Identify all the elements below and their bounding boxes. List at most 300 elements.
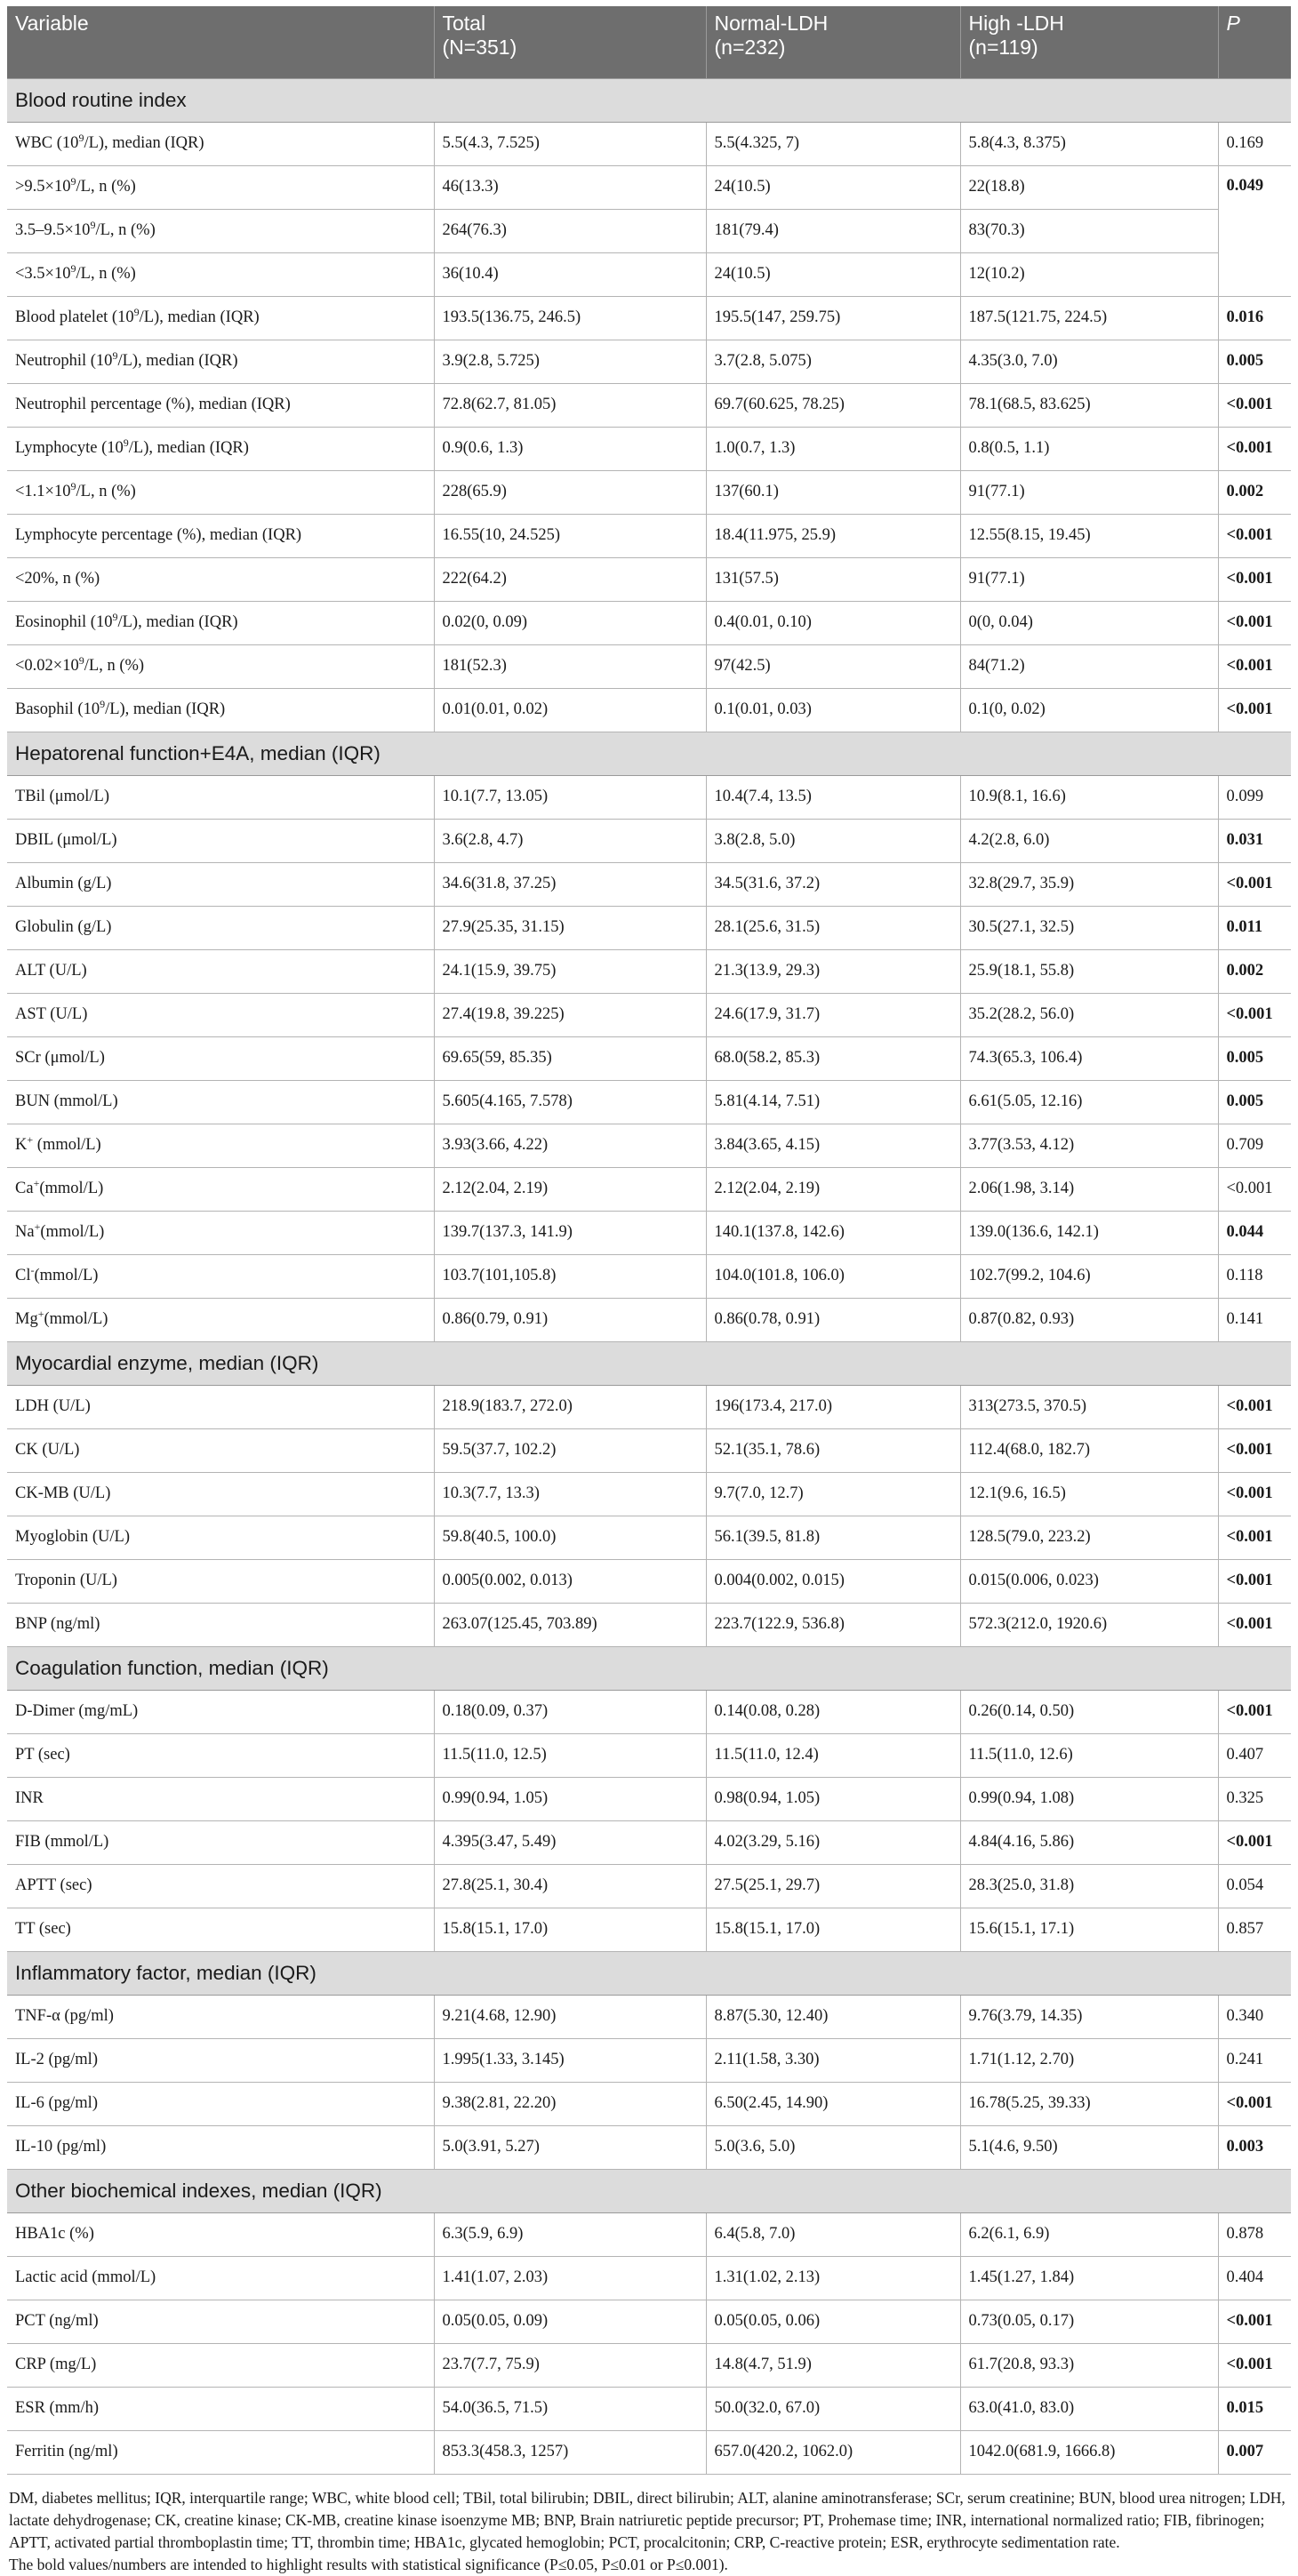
high-ldh-cell: 25.9(18.1, 55.8)	[960, 949, 1218, 993]
variable-cell: $<3.5\times 10^9/L$, n (%)	[7, 252, 434, 296]
normal-ldh-cell: 3.7(2.8, 5.075)	[706, 340, 960, 383]
variable-cell: CK (U/L)	[7, 1428, 434, 1472]
p-value-cell: <0.001	[1218, 1428, 1291, 1472]
superscript: 9	[70, 174, 76, 188]
total-cell: 5.605(4.165, 7.578)	[434, 1080, 706, 1124]
normal-ldh-cell: 50.0(32.0, 67.0)	[706, 2387, 960, 2430]
normal-ldh-cell: 6.4(5.8, 7.0)	[706, 2212, 960, 2256]
high-ldh-cell: 0.73(0.05, 0.17)	[960, 2300, 1218, 2343]
high-ldh-cell: 6.61(5.05, 12.16)	[960, 1080, 1218, 1124]
total-cell: 46(13.3)	[434, 165, 706, 209]
table-row	[7, 209, 1291, 252]
variable-cell: $<1.1\times 10^9/L$, n (%)	[7, 470, 434, 514]
normal-ldh-cell: 10.4(7.4, 13.5)	[706, 775, 960, 819]
header-normal-n: (n=232)	[714, 36, 786, 59]
total-cell: 11.5(11.0, 12.5)	[434, 1733, 706, 1777]
variable-cell: Globulin (g/L)	[7, 906, 434, 949]
table-row	[7, 2256, 1291, 2300]
high-ldh-cell: 12(10.2)	[960, 252, 1218, 296]
section-header-row	[7, 1341, 1291, 1385]
variable-cell: Eosinophil $(10^9/L)$, median (IQR)	[7, 601, 434, 644]
header-row	[7, 6, 1291, 78]
total-cell: 27.8(25.1, 30.4)	[434, 1864, 706, 1908]
total-cell: 228(65.9)	[434, 470, 706, 514]
variable-cell: IL-10 (pg/ml)	[7, 2125, 434, 2169]
p-value-cell: <0.001	[1218, 1603, 1291, 1646]
superscript: 9	[133, 305, 140, 318]
variable-cell: Neutrophil $(10^9/L)$, median (IQR)	[7, 340, 434, 383]
table-row	[7, 340, 1291, 383]
table-row	[7, 1603, 1291, 1646]
header-p-value	[1218, 6, 1291, 78]
high-ldh-cell: 0.99(0.94, 1.08)	[960, 1777, 1218, 1820]
total-cell: 2.12(2.04, 2.19)	[434, 1167, 706, 1211]
normal-ldh-cell: 0.98(0.94, 1.05)	[706, 1777, 960, 1820]
superscript: +	[37, 1307, 44, 1320]
normal-ldh-cell: 0.1(0.01, 0.03)	[706, 688, 960, 732]
total-cell: 59.5(37.7, 102.2)	[434, 1428, 706, 1472]
superscript: 9	[78, 653, 84, 667]
variable-cell: ESR (mm/h)	[7, 2387, 434, 2430]
normal-ldh-cell: 21.3(13.9, 29.3)	[706, 949, 960, 993]
variable-cell: Cl-(mmol/L)	[7, 1254, 434, 1298]
total-cell: 27.4(19.8, 39.225)	[434, 993, 706, 1036]
table-row	[7, 427, 1291, 470]
p-value-cell: 0.241	[1218, 2038, 1291, 2082]
section-title: Hepatorenal function+E4A, median (IQR)	[7, 732, 1291, 775]
table-row	[7, 1733, 1291, 1777]
total-cell: 0.99(0.94, 1.05)	[434, 1777, 706, 1820]
variable-cell: K+ (mmol/L)	[7, 1124, 434, 1167]
table-row	[7, 1211, 1291, 1254]
total-cell: 0.05(0.05, 0.09)	[434, 2300, 706, 2343]
p-value-cell: 0.141	[1218, 1298, 1291, 1341]
variable-cell: CK-MB (U/L)	[7, 1472, 434, 1516]
normal-ldh-cell: 9.7(7.0, 12.7)	[706, 1472, 960, 1516]
variable-cell: Troponin (U/L)	[7, 1559, 434, 1603]
total-cell: 6.3(5.9, 6.9)	[434, 2212, 706, 2256]
high-ldh-cell: 32.8(29.7, 35.9)	[960, 862, 1218, 906]
section-header-row	[7, 1646, 1291, 1690]
high-ldh-cell: 0(0, 0.04)	[960, 601, 1218, 644]
normal-ldh-cell: 14.8(4.7, 51.9)	[706, 2343, 960, 2387]
header-variable	[7, 6, 434, 78]
table-row	[7, 1124, 1291, 1167]
total-cell: 222(64.2)	[434, 557, 706, 601]
high-ldh-cell: 84(71.2)	[960, 644, 1218, 688]
high-ldh-cell: 30.5(27.1, 32.5)	[960, 906, 1218, 949]
table-header	[7, 6, 1291, 78]
variable-cell: LDH (U/L)	[7, 1385, 434, 1428]
table-row	[7, 1820, 1291, 1864]
total-cell: 9.38(2.81, 22.20)	[434, 2082, 706, 2125]
table-row	[7, 1690, 1291, 1733]
table-row	[7, 949, 1291, 993]
total-cell: 9.21(4.68, 12.90)	[434, 1995, 706, 2038]
high-ldh-cell: 139.0(136.6, 142.1)	[960, 1211, 1218, 1254]
normal-ldh-cell: 196(173.4, 217.0)	[706, 1385, 960, 1428]
table-row	[7, 2387, 1291, 2430]
p-value-cell: <0.001	[1218, 601, 1291, 644]
abbreviations-note: DM, diabetes mellitus; IQR, interquartile range; WBC, white blood cell; TBil, total bilirubin; DBIL, direct bilirubin; ALT, alanine aminotransferase; SCr, serum creatinine; BUN, blood urea nitrogen; LDH, lactate dehydrogenase; CK, creatine kinase; CK-MB, creatine kinase isoenzyme MB; BNP, Brain natriuretic peptide precursor; PT, Prohemase time; INR, international normalized ratio; FIB, fibrinogen; APTT, activated partial thromboplastin time; TT, thrombin time; HBA1c, glycated hemoglobin; PCT, procalcitonin; CRP, C-reactive protein; ESR, erythrocyte sedimentation rate.	[9, 2488, 1286, 2551]
header-high-ldh	[960, 6, 1218, 78]
header-total-label: Total	[442, 12, 486, 35]
total-cell: 4.395(3.47, 5.49)	[434, 1820, 706, 1864]
high-ldh-cell: 10.9(8.1, 16.6)	[960, 775, 1218, 819]
table-row	[7, 165, 1291, 209]
p-value-cell: <0.001	[1218, 2300, 1291, 2343]
total-cell: 139.7(137.3, 141.9)	[434, 1211, 706, 1254]
p-value-cell: 0.049	[1218, 165, 1291, 296]
high-ldh-cell: 572.3(212.0, 1920.6)	[960, 1603, 1218, 1646]
table-row	[7, 1298, 1291, 1341]
high-ldh-cell: 1.45(1.27, 1.84)	[960, 2256, 1218, 2300]
normal-ldh-cell: 2.11(1.58, 3.30)	[706, 2038, 960, 2082]
normal-ldh-cell: 27.5(25.1, 29.7)	[706, 1864, 960, 1908]
p-value-cell: <0.001	[1218, 862, 1291, 906]
variable-cell: Albumin (g/L)	[7, 862, 434, 906]
superscript: 9	[90, 218, 96, 231]
p-value-cell: <0.001	[1218, 1516, 1291, 1559]
high-ldh-cell: 16.78(5.25, 39.33)	[960, 2082, 1218, 2125]
variable-cell: AST (U/L)	[7, 993, 434, 1036]
p-value-cell: <0.001	[1218, 993, 1291, 1036]
high-ldh-cell: 22(18.8)	[960, 165, 1218, 209]
normal-ldh-cell: 24(10.5)	[706, 165, 960, 209]
high-ldh-cell: 2.06(1.98, 3.14)	[960, 1167, 1218, 1211]
p-value-cell: 0.044	[1218, 1211, 1291, 1254]
superscript: 9	[70, 479, 76, 492]
superscript: +	[33, 1176, 40, 1189]
variable-cell: D-Dimer (mg/mL)	[7, 1690, 434, 1733]
high-ldh-cell: 102.7(99.2, 104.6)	[960, 1254, 1218, 1298]
variable-cell: WBC $(10^9/L)$, median (IQR)	[7, 122, 434, 165]
table-row	[7, 2125, 1291, 2169]
total-cell: 218.9(183.7, 272.0)	[434, 1385, 706, 1428]
p-value-cell: 0.404	[1218, 2256, 1291, 2300]
variable-cell: Lymphocyte percentage (%), median (IQR)	[7, 514, 434, 557]
total-cell: 54.0(36.5, 71.5)	[434, 2387, 706, 2430]
table-row	[7, 2430, 1291, 2474]
high-ldh-cell: 12.55(8.15, 19.45)	[960, 514, 1218, 557]
bold-values-note: The bold values/numbers are intended to highlight results with statistical significance (P≤0.05, P≤0.01 or P≤0.001).	[9, 2555, 728, 2573]
normal-ldh-cell: 181(79.4)	[706, 209, 960, 252]
table-row	[7, 2343, 1291, 2387]
superscript: 9	[70, 261, 76, 275]
high-ldh-cell: 0.87(0.82, 0.93)	[960, 1298, 1218, 1341]
high-ldh-cell: 1042.0(681.9, 1666.8)	[960, 2430, 1218, 2474]
table-row	[7, 775, 1291, 819]
p-value-cell: 0.169	[1218, 122, 1291, 165]
section-header-row	[7, 732, 1291, 775]
p-value-cell: 0.005	[1218, 1080, 1291, 1124]
superscript: 9	[78, 131, 84, 144]
normal-ldh-cell: 8.87(5.30, 12.40)	[706, 1995, 960, 2038]
high-ldh-cell: 15.6(15.1, 17.1)	[960, 1908, 1218, 1951]
p-value-cell: 0.031	[1218, 819, 1291, 862]
p-value-cell: 0.005	[1218, 1036, 1291, 1080]
normal-ldh-cell: 0.4(0.01, 0.10)	[706, 601, 960, 644]
high-ldh-cell: 28.3(25.0, 31.8)	[960, 1864, 1218, 1908]
variable-cell: PCT (ng/ml)	[7, 2300, 434, 2343]
p-value-cell: <0.001	[1218, 557, 1291, 601]
total-cell: 10.1(7.7, 13.05)	[434, 775, 706, 819]
table-row	[7, 862, 1291, 906]
high-ldh-cell: 61.7(20.8, 93.3)	[960, 2343, 1218, 2387]
high-ldh-cell: 63.0(41.0, 83.0)	[960, 2387, 1218, 2430]
header-high-label: High -LDH	[968, 12, 1064, 35]
total-cell: 0.9(0.6, 1.3)	[434, 427, 706, 470]
superscript: 9	[100, 697, 106, 710]
normal-ldh-cell: 24(10.5)	[706, 252, 960, 296]
high-ldh-cell: 78.1(68.5, 83.625)	[960, 383, 1218, 427]
section-title: Inflammatory factor, median (IQR)	[7, 1951, 1291, 1995]
normal-ldh-cell: 68.0(58.2, 85.3)	[706, 1036, 960, 1080]
high-ldh-cell: 91(77.1)	[960, 470, 1218, 514]
total-cell: 24.1(15.9, 39.75)	[434, 949, 706, 993]
table-row	[7, 1080, 1291, 1124]
variable-cell: $>9.5\times 10^9/L$, n (%)	[7, 165, 434, 209]
high-ldh-cell: 9.76(3.79, 14.35)	[960, 1995, 1218, 2038]
total-cell: 23.7(7.7, 75.9)	[434, 2343, 706, 2387]
variable-cell: BNP (ng/ml)	[7, 1603, 434, 1646]
total-cell: 10.3(7.7, 13.3)	[434, 1472, 706, 1516]
p-value-cell: 0.709	[1218, 1124, 1291, 1167]
p-value-cell: 0.003	[1218, 2125, 1291, 2169]
total-cell: 5.5(4.3, 7.525)	[434, 122, 706, 165]
high-ldh-cell: 11.5(11.0, 12.6)	[960, 1733, 1218, 1777]
p-value-cell: <0.001	[1218, 1472, 1291, 1516]
section-title: Blood routine index	[7, 78, 1291, 122]
header-normal-ldh	[706, 6, 960, 78]
variable-cell: INR	[7, 1777, 434, 1820]
variable-cell: Lymphocyte $(10^9/L)$, median (IQR)	[7, 427, 434, 470]
total-cell: 27.9(25.35, 31.15)	[434, 906, 706, 949]
total-cell: 263.07(125.45, 703.89)	[434, 1603, 706, 1646]
normal-ldh-cell: 0.05(0.05, 0.06)	[706, 2300, 960, 2343]
normal-ldh-cell: 5.5(4.325, 7)	[706, 122, 960, 165]
table-row	[7, 557, 1291, 601]
p-value-cell: 0.002	[1218, 470, 1291, 514]
p-value-cell: 0.007	[1218, 2430, 1291, 2474]
normal-ldh-cell: 5.0(3.6, 5.0)	[706, 2125, 960, 2169]
normal-ldh-cell: 18.4(11.975, 25.9)	[706, 514, 960, 557]
normal-ldh-cell: 140.1(137.8, 142.6)	[706, 1211, 960, 1254]
p-value-cell: 0.016	[1218, 296, 1291, 340]
variable-cell: Ferritin (ng/ml)	[7, 2430, 434, 2474]
normal-ldh-cell: 2.12(2.04, 2.19)	[706, 1167, 960, 1211]
p-value-cell: <0.001	[1218, 1690, 1291, 1733]
p-value-cell: <0.001	[1218, 1820, 1291, 1864]
table-row	[7, 2300, 1291, 2343]
high-ldh-cell: 128.5(79.0, 223.2)	[960, 1516, 1218, 1559]
section-header-row	[7, 78, 1291, 122]
normal-ldh-cell: 137(60.1)	[706, 470, 960, 514]
high-ldh-cell: 6.2(6.1, 6.9)	[960, 2212, 1218, 2256]
variable-cell: BUN (mmol/L)	[7, 1080, 434, 1124]
variable-cell: SCr (μmol/L)	[7, 1036, 434, 1080]
total-cell: 15.8(15.1, 17.0)	[434, 1908, 706, 1951]
normal-ldh-cell: 1.31(1.02, 2.13)	[706, 2256, 960, 2300]
table-row	[7, 1472, 1291, 1516]
p-value-cell: 0.340	[1218, 1995, 1291, 2038]
superscript: 9	[123, 436, 129, 449]
high-ldh-cell: 1.71(1.12, 2.70)	[960, 2038, 1218, 2082]
table-row	[7, 1036, 1291, 1080]
section-title: Myocardial enzyme, median (IQR)	[7, 1341, 1291, 1385]
normal-ldh-cell: 6.50(2.45, 14.90)	[706, 2082, 960, 2125]
variable-cell: HBA1c (%)	[7, 2212, 434, 2256]
total-cell: 59.8(40.5, 100.0)	[434, 1516, 706, 1559]
normal-ldh-cell: 69.7(60.625, 78.25)	[706, 383, 960, 427]
total-cell: 264(76.3)	[434, 209, 706, 252]
normal-ldh-cell: 56.1(39.5, 81.8)	[706, 1516, 960, 1559]
table-row	[7, 1864, 1291, 1908]
p-value-cell: 0.857	[1218, 1908, 1291, 1951]
normal-ldh-cell: 657.0(420.2, 1062.0)	[706, 2430, 960, 2474]
normal-ldh-cell: 4.02(3.29, 5.16)	[706, 1820, 960, 1864]
total-cell: 1.995(1.33, 3.145)	[434, 2038, 706, 2082]
variable-cell: $<0.02\times 10^9/L$, n (%)	[7, 644, 434, 688]
p-value-cell: 0.011	[1218, 906, 1291, 949]
table-row	[7, 383, 1291, 427]
variable-cell: TNF-α (pg/ml)	[7, 1995, 434, 2038]
superscript: 9	[112, 348, 118, 362]
table-row	[7, 601, 1291, 644]
total-cell: 0.005(0.002, 0.013)	[434, 1559, 706, 1603]
total-cell: 1.41(1.07, 2.03)	[434, 2256, 706, 2300]
total-cell: 34.6(31.8, 37.25)	[434, 862, 706, 906]
normal-ldh-cell: 28.1(25.6, 31.5)	[706, 906, 960, 949]
table-row	[7, 688, 1291, 732]
high-ldh-cell: 35.2(28.2, 56.0)	[960, 993, 1218, 1036]
p-value-cell: 0.002	[1218, 949, 1291, 993]
total-cell: 36(10.4)	[434, 252, 706, 296]
table-row	[7, 1254, 1291, 1298]
normal-ldh-cell: 34.5(31.6, 37.2)	[706, 862, 960, 906]
variable-cell: Lactic acid (mmol/L)	[7, 2256, 434, 2300]
variable-cell: $3.5-9.5\times 10^9/L$, n (%)	[7, 209, 434, 252]
total-cell: 0.86(0.79, 0.91)	[434, 1298, 706, 1341]
table-row	[7, 1167, 1291, 1211]
table-footnotes	[7, 2475, 1291, 2576]
p-value-cell: <0.001	[1218, 383, 1291, 427]
p-value-cell: 0.005	[1218, 340, 1291, 383]
header-p-label: P	[1226, 12, 1240, 35]
header-normal-label: Normal-LDH	[714, 12, 829, 35]
superscript: -	[30, 1263, 35, 1276]
normal-ldh-cell: 104.0(101.8, 106.0)	[706, 1254, 960, 1298]
table-row	[7, 1908, 1291, 1951]
normal-ldh-cell: 3.8(2.8, 5.0)	[706, 819, 960, 862]
total-cell: 5.0(3.91, 5.27)	[434, 2125, 706, 2169]
total-cell: 181(52.3)	[434, 644, 706, 688]
header-variable-label: Variable	[15, 12, 89, 35]
normal-ldh-cell: 5.81(4.14, 7.51)	[706, 1080, 960, 1124]
high-ldh-cell: 5.1(4.6, 9.50)	[960, 2125, 1218, 2169]
table-row	[7, 1516, 1291, 1559]
p-value-cell: <0.001	[1218, 2082, 1291, 2125]
p-value-cell: <0.001	[1218, 688, 1291, 732]
table-row	[7, 296, 1291, 340]
p-value-cell: <0.001	[1218, 2343, 1291, 2387]
section-header-row	[7, 2169, 1291, 2212]
high-ldh-cell: 0.015(0.006, 0.023)	[960, 1559, 1218, 1603]
table-row	[7, 1995, 1291, 2038]
total-cell: 3.93(3.66, 4.22)	[434, 1124, 706, 1167]
high-ldh-cell: 4.2(2.8, 6.0)	[960, 819, 1218, 862]
high-ldh-cell: 0.1(0, 0.02)	[960, 688, 1218, 732]
variable-cell: Blood platelet $(10^9/L)$, median (IQR)	[7, 296, 434, 340]
variable-cell: Mg+(mmol/L)	[7, 1298, 434, 1341]
normal-ldh-cell: 1.0(0.7, 1.3)	[706, 427, 960, 470]
total-cell: 0.01(0.01, 0.02)	[434, 688, 706, 732]
variable-cell: PT (sec)	[7, 1733, 434, 1777]
variable-cell: Myoglobin (U/L)	[7, 1516, 434, 1559]
table-row	[7, 644, 1291, 688]
variable-cell: Basophil $(10^9/L)$, median (IQR)	[7, 688, 434, 732]
p-value-cell: <0.001	[1218, 514, 1291, 557]
p-value-cell: 0.407	[1218, 1733, 1291, 1777]
header-total-n: (N=351)	[442, 36, 517, 59]
variable-cell: Ca+(mmol/L)	[7, 1167, 434, 1211]
total-cell: 0.18(0.09, 0.37)	[434, 1690, 706, 1733]
normal-ldh-cell: 0.004(0.002, 0.015)	[706, 1559, 960, 1603]
normal-ldh-cell: 24.6(17.9, 31.7)	[706, 993, 960, 1036]
variable-cell: FIB (mmol/L)	[7, 1820, 434, 1864]
high-ldh-cell: 3.77(3.53, 4.12)	[960, 1124, 1218, 1167]
p-value-cell: <0.001	[1218, 644, 1291, 688]
variable-cell: IL-6 (pg/ml)	[7, 2082, 434, 2125]
table-row	[7, 2038, 1291, 2082]
header-high-n: (n=119)	[968, 36, 1038, 59]
variable-cell: ALT (U/L)	[7, 949, 434, 993]
high-ldh-cell: 91(77.1)	[960, 557, 1218, 601]
normal-ldh-cell: 15.8(15.1, 17.0)	[706, 1908, 960, 1951]
total-cell: 0.02(0, 0.09)	[434, 601, 706, 644]
variable-cell: <20%, n (%)	[7, 557, 434, 601]
variable-cell: IL-2 (pg/ml)	[7, 2038, 434, 2082]
p-value-cell: 0.118	[1218, 1254, 1291, 1298]
normal-ldh-cell: 11.5(11.0, 12.4)	[706, 1733, 960, 1777]
table-row	[7, 1385, 1291, 1428]
high-ldh-cell: 112.4(68.0, 182.7)	[960, 1428, 1218, 1472]
normal-ldh-cell: 0.14(0.08, 0.28)	[706, 1690, 960, 1733]
total-cell: 103.7(101,105.8)	[434, 1254, 706, 1298]
section-title: Other biochemical indexes, median (IQR)	[7, 2169, 1291, 2212]
high-ldh-cell: 4.84(4.16, 5.86)	[960, 1820, 1218, 1864]
high-ldh-cell: 12.1(9.6, 16.5)	[960, 1472, 1218, 1516]
p-value-cell: 0.099	[1218, 775, 1291, 819]
p-value-cell: <0.001	[1218, 427, 1291, 470]
high-ldh-cell: 74.3(65.3, 106.4)	[960, 1036, 1218, 1080]
variable-cell: TBil (μmol/L)	[7, 775, 434, 819]
superscript: +	[27, 1132, 34, 1146]
section-title: Coagulation function, median (IQR)	[7, 1646, 1291, 1690]
table-row	[7, 470, 1291, 514]
table-row	[7, 122, 1291, 165]
superscript: 9	[112, 610, 118, 623]
table-row	[7, 993, 1291, 1036]
normal-ldh-cell: 3.84(3.65, 4.15)	[706, 1124, 960, 1167]
total-cell: 193.5(136.75, 246.5)	[434, 296, 706, 340]
table-row	[7, 906, 1291, 949]
p-value-cell: <0.001	[1218, 1385, 1291, 1428]
p-value-cell: <0.001	[1218, 1559, 1291, 1603]
table-row	[7, 1428, 1291, 1472]
table-row	[7, 252, 1291, 296]
high-ldh-cell: 5.8(4.3, 8.375)	[960, 122, 1218, 165]
